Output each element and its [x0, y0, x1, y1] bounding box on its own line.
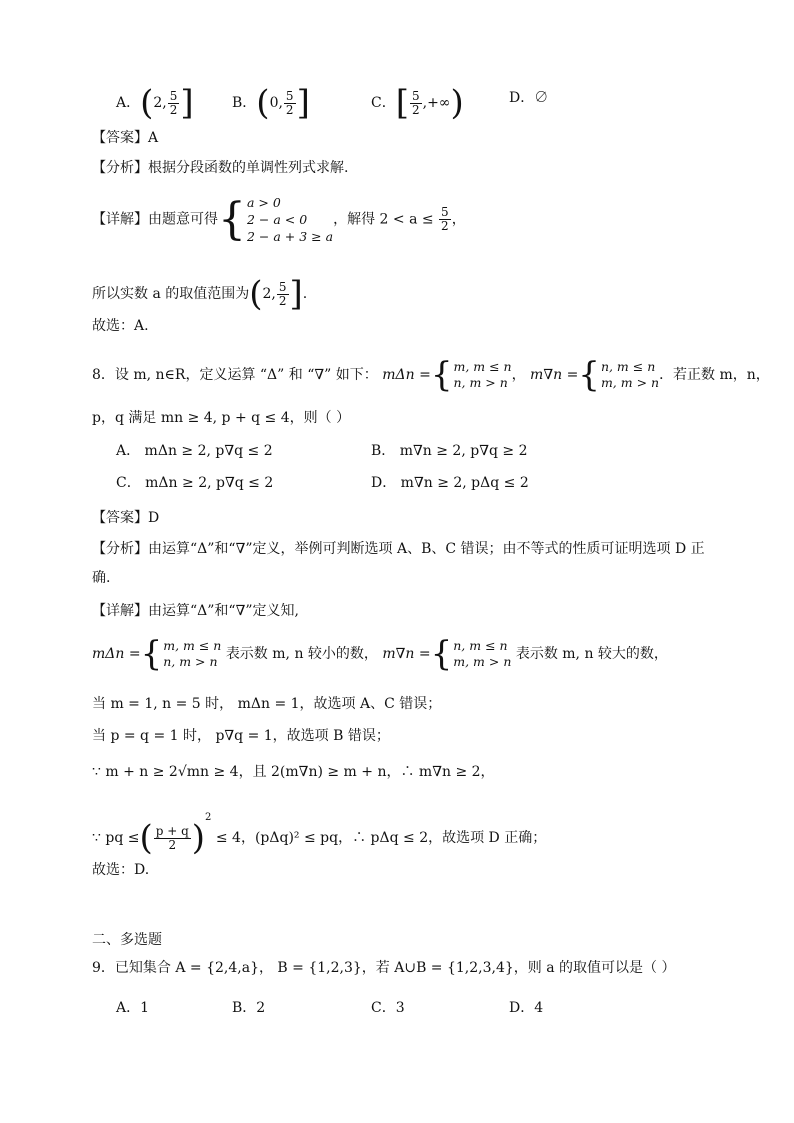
- detail-tag: 【详解】: [92, 211, 148, 228]
- case-row: n, m > n: [163, 654, 218, 669]
- answer-tag: 【答案】: [92, 510, 148, 526]
- option-label: D．: [509, 90, 535, 106]
- left-brace: {: [430, 634, 453, 674]
- analysis-tag: 【分析】: [92, 541, 148, 557]
- q8-detail-line5: ∵ m + n ≥ 2√mn ≥ 4，且 2(m∇n) ≥ m + n，∴ m∇n ≥ 2，: [92, 764, 495, 780]
- case-row: n, m ≤ n: [453, 638, 508, 653]
- frac-den: 2: [441, 219, 449, 233]
- frac-num: 5: [169, 88, 178, 103]
- system-row: 2 − a + 3 ≥ a: [247, 229, 334, 244]
- def-lhs: mΔn =: [92, 646, 141, 662]
- detail-text: 表示数 m, n 较小的数，: [225, 646, 378, 662]
- q8-option-c: C． mΔn ≥ 2, p∇q ≤ 2: [116, 475, 274, 491]
- detail-text: ，解得 2 < a ≤: [333, 211, 439, 228]
- stem-text: 8．设 m, n∈R，定义运算 “Δ” 和 “∇” 如下：: [92, 367, 378, 383]
- q9-option-a: A．1: [116, 1000, 150, 1016]
- q7-detail-line: [92, 194, 466, 245]
- left-brace: {: [430, 355, 453, 395]
- q7-answer-line: [92, 128, 158, 148]
- frac-den: 2: [169, 102, 178, 117]
- left-brace: {: [578, 355, 600, 395]
- q9-option-b: B．2: [232, 1000, 266, 1016]
- q7-option-d: [509, 88, 548, 108]
- close-bracket: ]: [296, 83, 310, 123]
- close-bracket: ): [450, 83, 464, 123]
- close-bracket: ]: [289, 274, 303, 314]
- interval-right: ,+∞: [422, 95, 451, 111]
- interval-left: 0,: [269, 95, 283, 111]
- fraction: [154, 825, 191, 852]
- fraction: [277, 281, 289, 308]
- open-paren: (: [139, 818, 153, 858]
- option-label: C．: [371, 95, 396, 111]
- left-brace: {: [218, 193, 246, 245]
- fraction: [439, 206, 451, 233]
- q7-analysis-line: [92, 158, 348, 178]
- detail-tag: 【详解】: [92, 603, 148, 619]
- fraction: [410, 90, 422, 117]
- def-cases: [163, 638, 221, 670]
- case-row: m, m ≤ n: [163, 638, 222, 653]
- detail-text: ≤ 4，(pΔq)² ≤ pq，∴ pΔq ≤ 2，故选项 D 正确；: [215, 830, 547, 846]
- q8-stem-line1: [92, 355, 770, 395]
- interval-left: 2,: [153, 95, 167, 111]
- detail-text: ∵ pq ≤: [92, 830, 140, 846]
- detail-text: 表示数 m, n 较大的数，: [515, 646, 668, 662]
- q8-detail-line2: [92, 634, 668, 674]
- open-bracket: (: [140, 83, 154, 123]
- fraction: [284, 90, 296, 117]
- def-cases: [453, 359, 511, 391]
- separator: ，: [511, 367, 526, 383]
- exponent: 2: [205, 812, 212, 823]
- system-row: a > 0: [247, 195, 281, 210]
- system-row: 2 − a < 0: [247, 212, 308, 227]
- range-text: 所以实数 a 的取值范围为: [92, 286, 250, 302]
- stem-text: ．若正数 m，n，: [659, 367, 770, 383]
- frac-den: 2: [411, 102, 420, 117]
- q8-choose-line: 故选：D.: [92, 862, 150, 878]
- frac-num: 5: [285, 88, 294, 103]
- q8-analysis-line1: [92, 539, 705, 559]
- range-text: .: [302, 286, 308, 302]
- q8-analysis-line2: 确.: [92, 570, 111, 586]
- interval-left: 2,: [262, 286, 276, 302]
- left-brace: {: [140, 634, 163, 674]
- q8-detail-line3: 当 m = 1, n = 5 时， mΔn = 1，故选项 A、C 错误；: [92, 696, 442, 712]
- answer-tag: 【答案】: [92, 130, 148, 146]
- frac-den: 2: [285, 102, 294, 117]
- open-bracket: [: [395, 83, 409, 123]
- frac-num: 5: [441, 205, 449, 219]
- q9-option-d: D．4: [509, 1000, 544, 1016]
- q8-option-b: B． m∇n ≥ 2, p∇q ≥ 2: [371, 443, 528, 459]
- analysis-text: 由运算“Δ”和“∇”定义，举例可判断选项 A、B、C 错误；由不等式的性质可证明选项 D 正: [148, 541, 705, 557]
- q7-range-line: [92, 274, 308, 314]
- frac-num: 5: [411, 88, 420, 103]
- q8-detail-line1: [92, 601, 299, 621]
- q7-option-b: [232, 83, 310, 123]
- def-cases: [453, 638, 511, 670]
- q7-option-a: [116, 83, 194, 123]
- q9-stem: 9．已知集合 A = {2,4,a}， B = {1,2,3}，若 A∪B = {1,2,3,4}，则 a 的取值可以是（ ）: [92, 960, 676, 976]
- option-label: B．: [232, 95, 257, 111]
- q9-option-c: C．3: [371, 1000, 405, 1016]
- frac-den: 2: [168, 837, 177, 852]
- inequality-system: [247, 194, 333, 245]
- close-bracket: ]: [180, 83, 194, 123]
- answer-value: A: [148, 130, 159, 146]
- frac-den: 2: [278, 293, 287, 308]
- def-cases: [601, 359, 659, 391]
- def-lhs: m∇n =: [530, 367, 579, 383]
- analysis-text: 根据分段函数的单调性列式求解.: [148, 160, 349, 176]
- case-row: m, m > n: [600, 375, 660, 390]
- case-row: n, m ≤ n: [600, 359, 656, 374]
- q7-option-c: [371, 83, 464, 123]
- option-label: A．: [116, 95, 141, 111]
- option-value: ∅: [534, 90, 549, 106]
- q8-option-d: D． m∇n ≥ 2, pΔq ≤ 2: [371, 475, 529, 491]
- frac-num: p + q: [155, 823, 189, 838]
- detail-text: 由题意可得: [148, 211, 218, 228]
- analysis-tag: 【分析】: [92, 160, 148, 176]
- case-row: n, m > n: [453, 375, 508, 390]
- close-paren: ): [191, 818, 206, 858]
- frac-num: 5: [278, 279, 287, 294]
- case-row: m, m > n: [453, 654, 512, 669]
- q7-choose-line: 故选：A.: [92, 318, 149, 334]
- open-bracket: (: [249, 274, 263, 314]
- section-heading: 二、多选题: [92, 932, 162, 948]
- def-lhs: mΔn =: [382, 367, 431, 383]
- q8-detail-line4: 当 p = q = 1 时， p∇q = 1，故选项 B 错误；: [92, 728, 390, 744]
- def-lhs: m∇n =: [382, 646, 431, 662]
- detail-text: ，: [451, 211, 466, 228]
- detail-text: 由运算“Δ”和“∇”定义知,: [148, 603, 299, 619]
- fraction: [168, 90, 180, 117]
- q8-detail-line6: [92, 808, 547, 858]
- open-bracket: (: [256, 83, 270, 123]
- answer-value: D: [148, 510, 160, 526]
- q8-answer-line: [92, 508, 159, 528]
- q8-stem-line2: p，q 满足 mn ≥ 4, p + q ≤ 4，则（ ）: [92, 410, 351, 426]
- q8-option-a: A． mΔn ≥ 2, p∇q ≤ 2: [116, 443, 273, 459]
- case-row: m, m ≤ n: [453, 359, 512, 374]
